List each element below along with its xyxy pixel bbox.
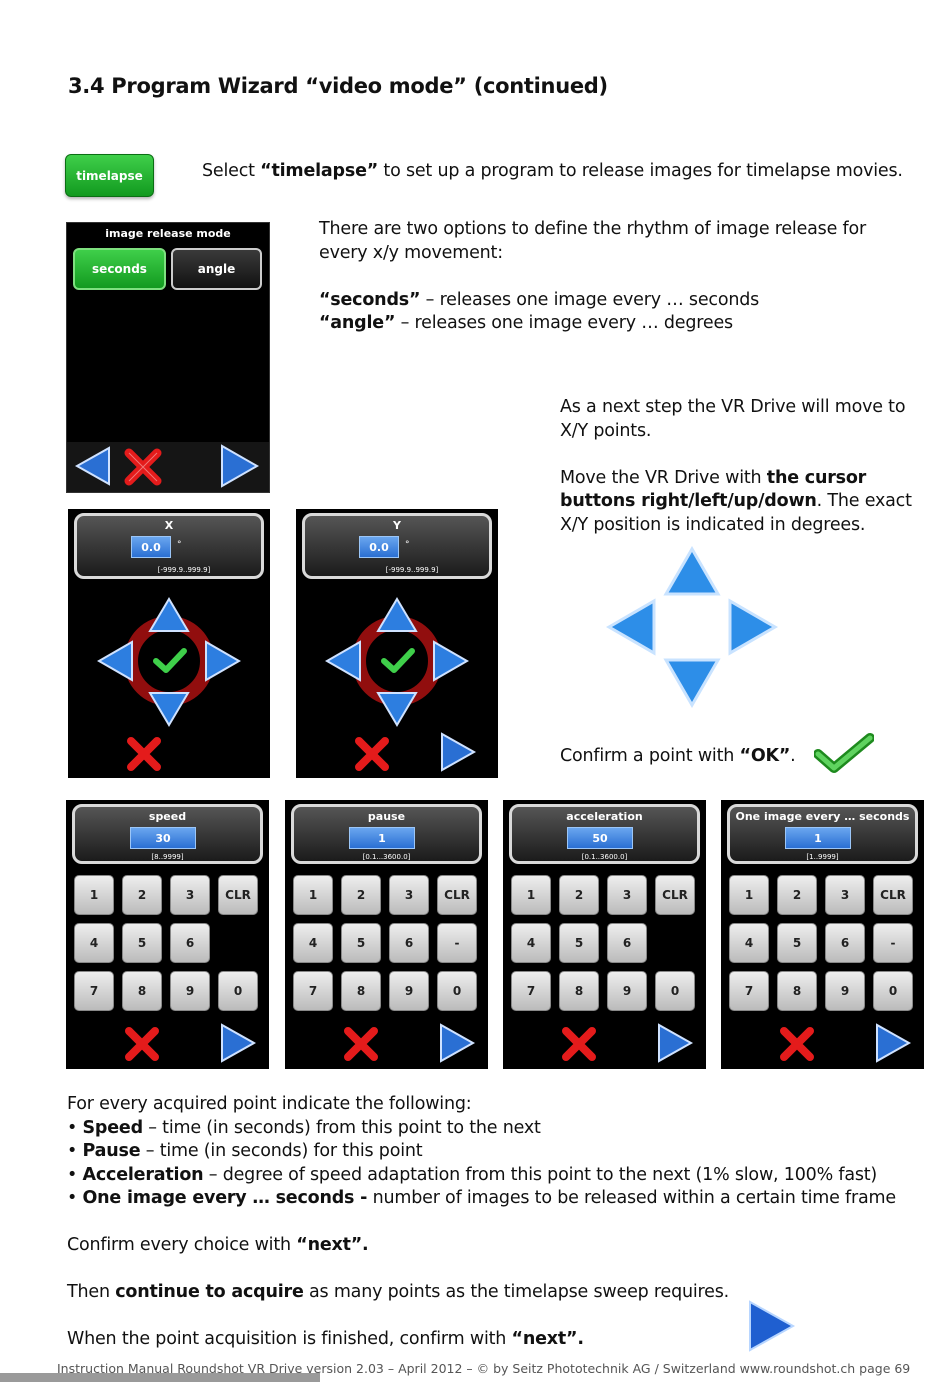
close-icon[interactable] — [123, 447, 163, 487]
key-k4[interactable]: 4 — [511, 923, 551, 963]
key-k6[interactable]: 6 — [607, 923, 647, 963]
key-k9[interactable]: 9 — [389, 971, 429, 1011]
angle-option-text: “angle” – releases one image every … degrees — [319, 313, 733, 333]
key-k9[interactable]: 9 — [607, 971, 647, 1011]
key-k2[interactable]: 2 — [122, 875, 162, 915]
image-every-keypad-screen — [721, 800, 924, 1069]
pause-range: [0.1...3600.0] — [362, 853, 411, 861]
x-label: X — [164, 519, 174, 532]
points-description: For every acquired point indicate the following: • Speed – time (in seconds) from this point to the next • Pause – time (in seconds) for this point • Acceleration – degree of speed adaptation from this point to the next (1% slow, 100% fast) • One image every … seconds - number of images to be released within a certain time frame Confirm every choice with “next”. Then continue to acquire as many points as the timelapse sweep requires. When the point acquisition is finished, confirm with “next”. — [67, 1093, 896, 1352]
y-down-icon — [378, 693, 416, 725]
key-k1[interactable]: 1 — [729, 875, 769, 915]
acceleration-bullet: • Acceleration – degree of speed adaptation from this point to the next (1% slow, 100% fast) — [67, 1164, 878, 1185]
confirm-choice-text: Confirm every choice with “next”. — [67, 1235, 369, 1255]
cursor-left-icon — [609, 601, 654, 653]
cursor-right-icon — [730, 601, 775, 653]
key-dash[interactable]: - — [437, 923, 477, 963]
key-k5[interactable]: 5 — [559, 923, 599, 963]
key-k1[interactable]: 1 — [293, 875, 333, 915]
x-value-field[interactable]: 0.0 — [131, 536, 171, 558]
x-left-icon — [99, 642, 132, 680]
key-clr[interactable]: CLR — [437, 875, 477, 915]
x-close-icon[interactable] — [126, 736, 162, 772]
key-k3[interactable]: 3 — [389, 875, 429, 915]
release-mode-screen — [66, 222, 270, 493]
speed-label: speed — [148, 810, 187, 823]
speed-value-field[interactable]: 30 — [130, 827, 196, 849]
x-ok-icon — [156, 651, 184, 670]
pause-value-field[interactable]: 1 — [349, 827, 415, 849]
pause-keypad-screen — [285, 800, 488, 1069]
y-label: Y — [393, 519, 401, 532]
page-footer: Instruction Manual Roundshot VR Drive version 2.03 – April 2012 – © by Seitz Phototechnik AG / Switzerland www.roundshot.ch page 69 — [57, 1361, 911, 1376]
release-description — [319, 218, 866, 336]
release-desc-line2: every x/y movement: — [319, 242, 503, 263]
seconds-button[interactable]: seconds — [73, 248, 166, 290]
image-every-range: [1..9999] — [806, 853, 839, 861]
key-clr[interactable]: CLR — [218, 875, 258, 915]
acceleration-label: acceleration — [566, 810, 643, 823]
key-k3[interactable]: 3 — [607, 875, 647, 915]
angle-button[interactable]: angle — [171, 248, 262, 290]
y-right-icon — [434, 642, 467, 680]
key-k7[interactable]: 7 — [729, 971, 769, 1011]
y-close-icon[interactable] — [354, 736, 390, 772]
speed-bullet: • Speed – time (in seconds) from this point to the next — [67, 1117, 541, 1138]
image-every-value-field[interactable]: 1 — [785, 827, 851, 849]
key-k2[interactable]: 2 — [341, 875, 381, 915]
x-right-icon — [206, 642, 239, 680]
key-k0[interactable]: 0 — [218, 971, 258, 1011]
ok-checkmark-icon — [814, 732, 874, 774]
back-arrow-icon[interactable] — [73, 445, 113, 487]
y-next-arrow-icon[interactable] — [438, 731, 478, 773]
cursor-buttons — [606, 546, 778, 708]
y-ok-icon — [384, 651, 412, 670]
x-position-screen: X 0.0 ° [-999.9..999.9] — [68, 509, 270, 778]
key-k4[interactable]: 4 — [729, 923, 769, 963]
cursor-down-icon — [666, 660, 718, 705]
x-up-icon — [150, 599, 188, 631]
move-description: As a next step the VR Drive will move to X/Y points. Move the VR Drive with the cursor buttons right/left/up/down. The exact X/Y position is indicated in degrees. — [560, 397, 912, 535]
key-k3[interactable]: 3 — [170, 875, 210, 915]
key-k8[interactable]: 8 — [341, 971, 381, 1011]
y-position-screen: Y 0.0 ° [-999.9..999.9] — [296, 509, 498, 778]
image-every-bullet: • One image every … seconds - number of images to be released within a certain time frame — [67, 1188, 896, 1208]
key-k1[interactable]: 1 — [511, 875, 551, 915]
key-k2[interactable]: 2 — [777, 875, 817, 915]
page-title: 3.4 Program Wizard “video mode” (continued) — [68, 74, 608, 98]
key-k7[interactable]: 7 — [511, 971, 551, 1011]
key-k5[interactable]: 5 — [341, 923, 381, 963]
key-dash[interactable]: - — [873, 923, 913, 963]
cursor-up-icon — [666, 549, 718, 594]
x-cursor-pad — [96, 595, 242, 729]
y-left-icon — [327, 642, 360, 680]
speed-close-icon[interactable] — [124, 1026, 160, 1062]
pause-bullet: • Pause – time (in seconds) for this point — [67, 1141, 423, 1161]
key-k7[interactable]: 7 — [74, 971, 114, 1011]
key-k4[interactable]: 4 — [293, 923, 333, 963]
speed-keypad-screen — [66, 800, 269, 1069]
key-k5[interactable]: 5 — [777, 923, 817, 963]
acceleration-value-field[interactable]: 50 — [567, 827, 633, 849]
seconds-option-text: “seconds” – releases one image every … seconds — [319, 289, 760, 310]
acceleration-close-icon[interactable] — [561, 1026, 597, 1062]
key-k0[interactable]: 0 — [437, 971, 477, 1011]
x-down-icon — [150, 693, 188, 725]
key-clr[interactable]: CLR — [873, 875, 913, 915]
key-k4[interactable]: 4 — [74, 923, 114, 963]
confirm-point-text: Confirm a point with “OK”. — [560, 746, 796, 766]
key-k5[interactable]: 5 — [122, 923, 162, 963]
release-mode-header: image release mode — [105, 227, 231, 240]
key-k2[interactable]: 2 — [559, 875, 599, 915]
pause-close-icon[interactable] — [343, 1026, 379, 1062]
key-k8[interactable]: 8 — [122, 971, 162, 1011]
acceleration-keypad-screen — [503, 800, 706, 1069]
key-k9[interactable]: 9 — [170, 971, 210, 1011]
pause-next-arrow-icon[interactable] — [437, 1022, 477, 1064]
pause-label: pause — [367, 810, 406, 823]
timelapse-button[interactable]: timelapse — [65, 154, 154, 197]
key-k6[interactable]: 6 — [389, 923, 429, 963]
continue-text: Then continue to acquire as many points as the timelapse sweep requires. — [67, 1282, 730, 1302]
key-k0[interactable]: 0 — [655, 971, 695, 1011]
finish-text: When the point acquisition is finished, confirm with “next”. — [67, 1329, 584, 1349]
y-cursor-pad — [324, 595, 470, 729]
key-k8[interactable]: 8 — [559, 971, 599, 1011]
key-k0[interactable]: 0 — [873, 971, 913, 1011]
speed-range: [8..9999] — [151, 853, 184, 861]
image-every-label: One image every … seconds — [735, 810, 910, 823]
next-arrow-icon[interactable] — [217, 443, 261, 489]
y-value-field[interactable]: 0.0 — [359, 536, 399, 558]
key-k3[interactable]: 3 — [825, 875, 865, 915]
key-k9[interactable]: 9 — [825, 971, 865, 1011]
acceleration-next-arrow-icon[interactable] — [655, 1022, 695, 1064]
acceleration-range: [0.1..3600.0] — [581, 853, 628, 861]
final-next-arrow-icon — [745, 1298, 797, 1354]
speed-next-arrow-icon[interactable] — [218, 1022, 258, 1064]
y-up-icon — [378, 599, 416, 631]
image-every-next-arrow-icon[interactable] — [873, 1022, 913, 1064]
key-k1[interactable]: 1 — [74, 875, 114, 915]
key-clr[interactable]: CLR — [655, 875, 695, 915]
intro-text: Select “timelapse” to set up a program to release images for timelapse movies. — [202, 161, 903, 181]
key-k7[interactable]: 7 — [293, 971, 333, 1011]
key-k8[interactable]: 8 — [777, 971, 817, 1011]
image-every-close-icon[interactable] — [779, 1026, 815, 1062]
key-k6[interactable]: 6 — [825, 923, 865, 963]
release-desc-line1: There are two options to define the rhythm of image release for — [319, 219, 866, 239]
key-k6[interactable]: 6 — [170, 923, 210, 963]
